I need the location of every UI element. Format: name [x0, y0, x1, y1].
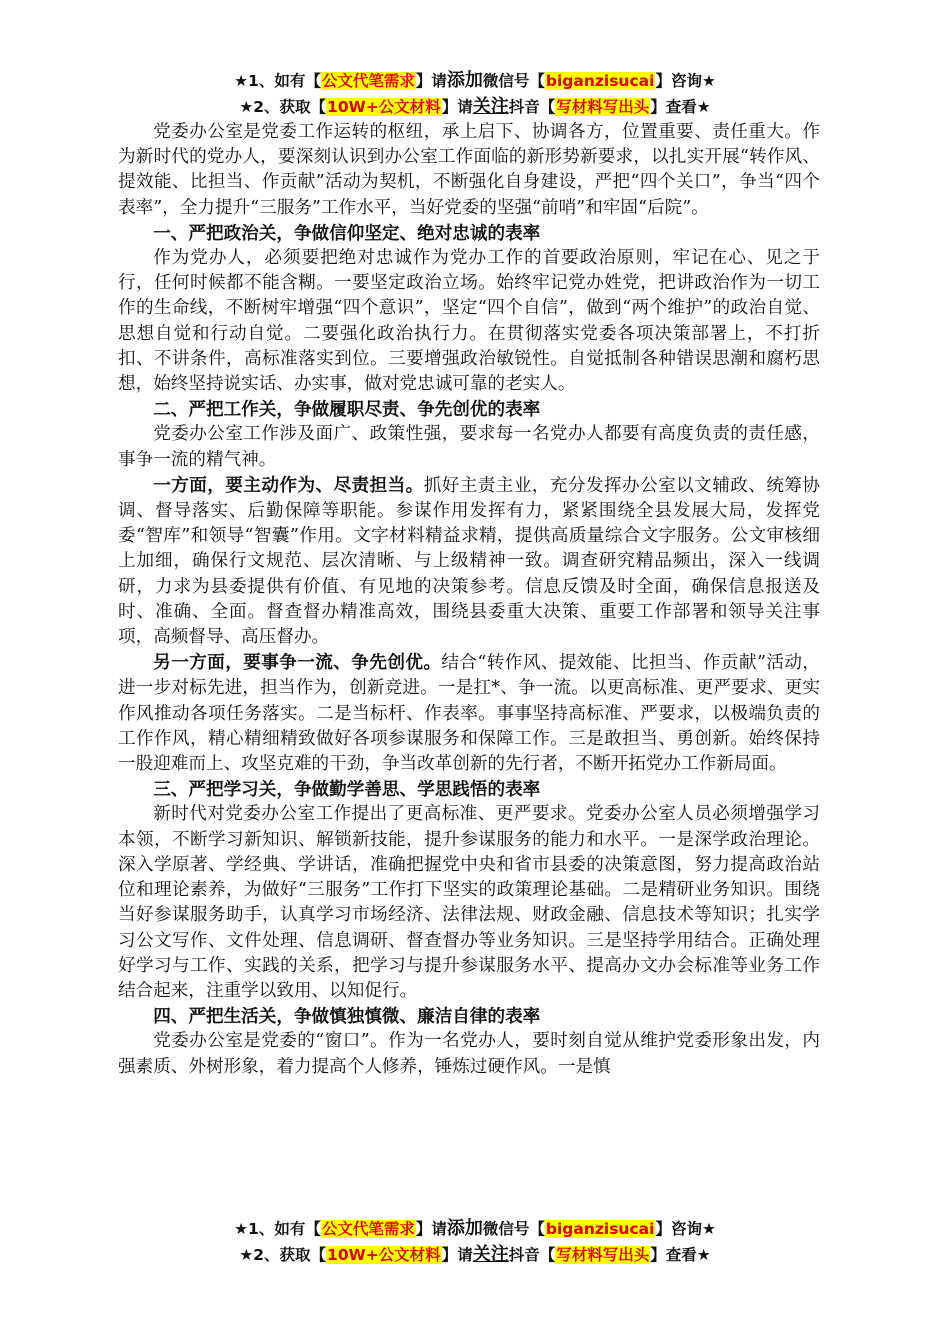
paragraph: [118, 473, 820, 650]
promo-highlight: biganzisucai: [545, 72, 655, 90]
promo-text: 】请: [415, 1220, 447, 1238]
promo-text: ★1、如有【: [234, 1220, 321, 1238]
promo-text: 】查看★: [650, 1246, 711, 1264]
promo-emphasis: 添加: [446, 1218, 483, 1239]
section-heading-4: 四、严把生活关，争做慎独慎微、廉洁自律的表率: [153, 1006, 541, 1028]
section-heading-1: 一、严把政治关，争做信仰坚定、绝对忠诚的表率: [153, 222, 541, 244]
promo-emphasis: 关注: [472, 1244, 509, 1265]
promo-text: 】咨询★: [655, 72, 716, 90]
promo-highlight: biganzisucai: [545, 1220, 655, 1238]
paragraph: 党委办公室工作涉及面广、政策性强，要求每一名党办人都要有高度负责的责任感，事争一流的精气神。: [118, 424, 820, 470]
paragraph: 新时代对党委办公室工作提出了更高标准、更严要求。党委办公室人员必须增强学习本领，不断学习新知识、解锁新技能，提升参谋服务的能力和水平。一是深学政治理论。深入学原著、学经典、学讲话，准确把握党中央和省市县委的决策意图，努力提高政治站位和理论素养，为做好“三服务”工作打下坚实的政策理论基础。二是精研业务知识。围绕当好参谋服务助手，认真学习市场经济、法律法规、财政金融、信息技术等知识；扎实学习公文写作、文件处理、信息调研、督查督办等业务知识。三是坚持学用结合。正确处理好学习与工作、实践的关系，把学习与提升参谋服务水平、提高办文办会标准等业务工作结合起来，注重学以致用、以知促行。: [118, 804, 820, 1001]
promo-text: 微信号【: [482, 72, 545, 90]
paragraph: [118, 650, 820, 777]
paragraph: 作为党办人，必须要把绝对忠诚作为党办工作的首要政治原则，牢记在心、见之于行，任何时候都不能含糊。一要坚定政治立场。始终牢记党办姓党，把讲政治作为一切工作的生命线，不断树牢增强“四个意识”，坚定“四个自信”，做到“两个维护”的政治自觉、思想自觉和行动自觉。二要强化政治执行力。在贯彻落实党委各项决策部署上，不打折扣、不讲条件，高标准落实到位。三要增强政治敏锐性。自觉抵制各种错误思潮和腐朽思想，始终坚持说实话、办实事，做对党忠诚可靠的老实人。: [118, 248, 820, 395]
promo-emphasis: 关注: [472, 96, 509, 117]
paragraph: 党委办公室是党委的“窗口”。作为一名党办人，要时刻自觉从维护党委形象出发，内强素质、外树形象，着力提高个人修养，锤炼过硬作风。一是慎: [118, 1031, 820, 1077]
promo-highlight: 10W+公文材料: [327, 1246, 441, 1264]
promo-text: 】请: [441, 98, 473, 116]
promo-highlight: 公文代笔需求: [321, 72, 415, 90]
promo-line-1: [118, 1216, 832, 1242]
promo-text: 】咨询★: [655, 1220, 716, 1238]
promo-text: 】查看★: [650, 98, 711, 116]
promo-line-1: [118, 68, 832, 94]
paragraph-text: 结合“转作风、提效能、比担当、作贡献”活动，进一步对标先进，担当作为，创新竞进。一是扛*、争一流。以更高标准、更严要求、更实作风推动各项任务落实。二是当标杆、作表率。事事坚持高标准、严要求，以极端负责的工作作风，精心精细精致做好各项参谋服务和保障工作。三是敢担当、勇创新。始终保持一股迎难而上、攻坚克难的干劲，争当改革创新的先行者，不断开拓党办工作新局面。: [118, 653, 820, 775]
promo-header: [118, 68, 832, 120]
paragraph-lead: 一方面，要主动作为、尽责担当。: [153, 474, 424, 496]
intro-paragraph: 党委办公室是党委工作运转的枢纽，承上启下、协调各方，位置重要、责任重大。作为新时代的党办人，要深刻认识到办公室工作面临的新形势新要求，以扎实开展“转作风、提效能、比担当、作贡献”活动为契机，不断强化自身建设，严把“四个关口”，争当“四个表率”，全力提升“三服务”工作水平，当好党委的坚强“前哨”和牢固“后院”。: [118, 122, 820, 218]
promo-highlight: 公文代笔需求: [321, 1220, 415, 1238]
promo-emphasis: 添加: [446, 70, 483, 91]
promo-highlight: 写材料写出头: [556, 1246, 650, 1264]
section-heading-2: 二、严把工作关，争做履职尽责、争先创优的表率: [153, 399, 541, 421]
promo-highlight: 写材料写出头: [556, 98, 650, 116]
promo-text: 抖音【: [508, 1246, 556, 1264]
promo-text: ★2、获取【: [239, 1246, 327, 1264]
promo-line-2: [118, 1242, 832, 1268]
promo-text: ★1、如有【: [234, 72, 321, 90]
promo-highlight: 10W+公文材料: [327, 98, 441, 116]
paragraph-text: 抓好主责主业，充分发挥办公室以文辅政、统筹协调、督导落实、后勤保障等职能。参谋作用发挥有力，紧紧围绕全县发展大局，发挥党委“智库”和领导“智囊”作用。文字材料精益求精，提供高质量综合文字服务。公文审核细上加细，确保行文规范、层次清晰、与上级精神一致。调查研究精品频出，深入一线调研，力求为县委提供有价值、有见地的决策参考。信息反馈及时全面，确保信息报送及时、准确、全面。督查督办精准高效，围绕县委重大决策、重要工作部署和领导关注事项，高频督导、高压督办。: [118, 475, 820, 648]
promo-text: 微信号【: [482, 1220, 545, 1238]
section-heading-3: 三、严把学习关，争做勤学善思、学思践悟的表率: [153, 779, 541, 801]
promo-text: 抖音【: [508, 98, 556, 116]
promo-text: 】请: [415, 72, 447, 90]
paragraph-lead: 另一方面，要事争一流、争先创优。: [153, 652, 442, 674]
promo-text: 】请: [441, 1246, 473, 1264]
promo-line-2: [118, 94, 832, 120]
promo-text: ★2、获取【: [239, 98, 327, 116]
document-body: [118, 120, 820, 1080]
promo-footer: [118, 1216, 832, 1268]
